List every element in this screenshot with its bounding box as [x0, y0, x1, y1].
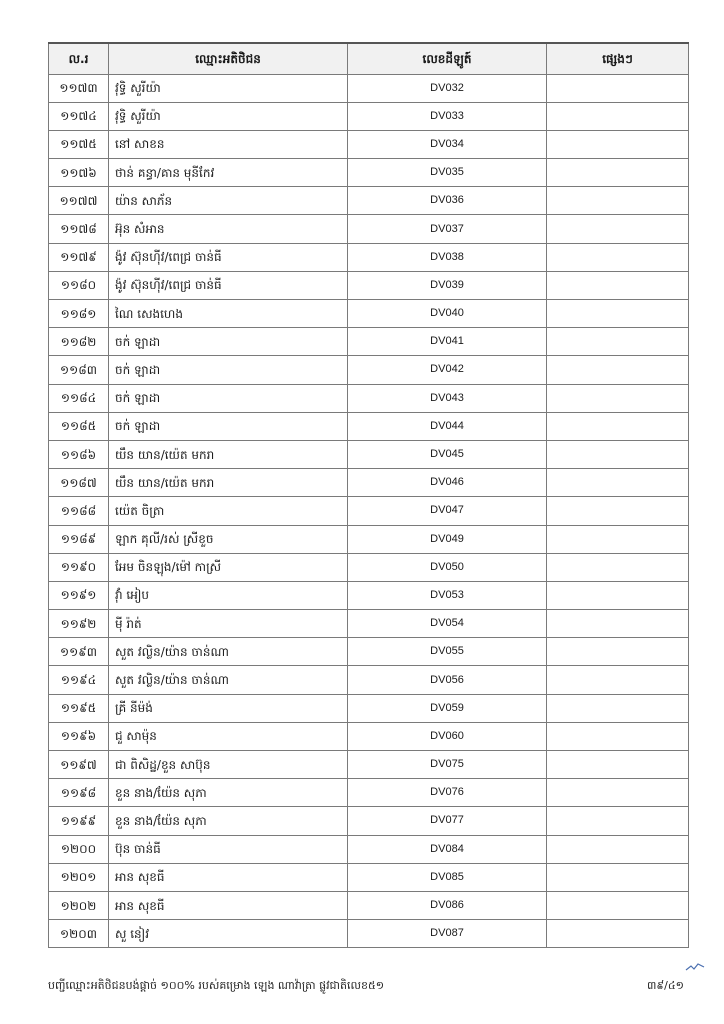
other-note — [547, 920, 689, 948]
other-note — [547, 271, 689, 299]
table-row — [49, 525, 689, 553]
lot-number: DV060 — [348, 722, 547, 750]
table-row — [49, 807, 689, 835]
row-number: ១១៧៨ — [49, 215, 109, 243]
table-row — [49, 751, 689, 779]
table-row — [49, 553, 689, 581]
lot-number: DV033 — [348, 102, 547, 130]
other-note — [547, 638, 689, 666]
lot-number: DV059 — [348, 694, 547, 722]
customer-name: យ៉ាន សាភ័ន — [109, 187, 348, 215]
customer-name: វុទ្ធិ សួរីយ៉ា — [109, 74, 348, 102]
customer-name: អ៊ុន សំអាន — [109, 215, 348, 243]
table-row — [49, 243, 689, 271]
table-row — [49, 102, 689, 130]
customer-name: យឹន យាន/យ៉េត មករា — [109, 440, 348, 468]
lot-number: DV075 — [348, 751, 547, 779]
other-note — [547, 440, 689, 468]
other-note — [547, 807, 689, 835]
lot-number: DV050 — [348, 553, 547, 581]
table-row — [49, 497, 689, 525]
customer-name: ចក់ ឡាដា — [109, 356, 348, 384]
lot-number: DV087 — [348, 920, 547, 948]
lot-number: DV055 — [348, 638, 547, 666]
customer-name: ខួន នាង/យ៉ែន សុភា — [109, 779, 348, 807]
table-row — [49, 187, 689, 215]
table-row — [49, 328, 689, 356]
customer-name: គ្រី នីម៉ង់ — [109, 694, 348, 722]
pen-mark-icon — [685, 962, 705, 972]
table-row — [49, 356, 689, 384]
table-row — [49, 863, 689, 891]
lot-number: DV046 — [348, 469, 547, 497]
other-note — [547, 74, 689, 102]
row-number: ១១៩៦ — [49, 722, 109, 750]
other-note — [547, 525, 689, 553]
lot-number: DV042 — [348, 356, 547, 384]
other-note — [547, 666, 689, 694]
table-row — [49, 891, 689, 919]
table-row — [49, 271, 689, 299]
lot-number: DV035 — [348, 159, 547, 187]
table-row — [49, 130, 689, 158]
other-note — [547, 300, 689, 328]
customer-name: សួ នៀវ — [109, 920, 348, 948]
other-note — [547, 497, 689, 525]
header-no: ល.រ — [49, 43, 109, 74]
other-note — [547, 356, 689, 384]
other-note — [547, 328, 689, 356]
row-number: ១១៩០ — [49, 553, 109, 581]
other-note — [547, 130, 689, 158]
customer-name: ង៉ូវ ស៊ុនហ៊ីវ/ពេជ្រ ចាន់ធី — [109, 243, 348, 271]
lot-number: DV084 — [348, 835, 547, 863]
lot-number: DV037 — [348, 215, 547, 243]
other-note — [547, 610, 689, 638]
row-number: ១១៩៥ — [49, 694, 109, 722]
header-other: ផ្សេងៗ — [547, 43, 689, 74]
table-row — [49, 412, 689, 440]
customer-name: ចក់ ឡាដា — [109, 412, 348, 440]
other-note — [547, 835, 689, 863]
row-number: ១១៩៧ — [49, 751, 109, 779]
customer-name: ណៃ សេងហេង — [109, 300, 348, 328]
customer-name: យ៉េត ចិត្រា — [109, 497, 348, 525]
table-row — [49, 722, 689, 750]
customer-name: ប៊ុន ចាន់ធី — [109, 835, 348, 863]
customer-name: ជា ពិសិដ្ឋ/ខួន សាប៊ុន — [109, 751, 348, 779]
row-number: ១១៨៦ — [49, 440, 109, 468]
row-number: ១១៨៨ — [49, 497, 109, 525]
customer-name: ឡាក គុលី/រស់ ស្រីខួច — [109, 525, 348, 553]
lot-number: DV056 — [348, 666, 547, 694]
lot-number: DV054 — [348, 610, 547, 638]
table-body — [49, 74, 689, 948]
row-number: ១១៨៧ — [49, 469, 109, 497]
table-row — [49, 610, 689, 638]
customer-table — [48, 42, 689, 948]
row-number: ១១៧៥ — [49, 130, 109, 158]
lot-number: DV040 — [348, 300, 547, 328]
row-number: ១១៩៣ — [49, 638, 109, 666]
lot-number: DV076 — [348, 779, 547, 807]
other-note — [547, 694, 689, 722]
row-number: ១១៨០ — [49, 271, 109, 299]
table-header-row — [49, 43, 689, 74]
table-row — [49, 469, 689, 497]
other-note — [547, 412, 689, 440]
other-note — [547, 102, 689, 130]
customer-name: សួត វល្លិន/យ៉ាន ចាន់ណា — [109, 666, 348, 694]
table-row — [49, 384, 689, 412]
other-note — [547, 469, 689, 497]
row-number: ១១៨២ — [49, 328, 109, 356]
other-note — [547, 863, 689, 891]
customer-name: ជួ សាម៉ុន — [109, 722, 348, 750]
row-number: ១១៨១ — [49, 300, 109, 328]
table-row — [49, 74, 689, 102]
table-row — [49, 694, 689, 722]
other-note — [547, 243, 689, 271]
other-note — [547, 722, 689, 750]
row-number: ១១៧៦ — [49, 159, 109, 187]
row-number: ១២០៣ — [49, 920, 109, 948]
customer-name: យឹន យាន/យ៉េត មករា — [109, 469, 348, 497]
row-number: ១១៨៤ — [49, 384, 109, 412]
row-number: ១១៩៤ — [49, 666, 109, 694]
row-number: ១១៩២ — [49, 610, 109, 638]
customer-name: ចក់ ឡាដា — [109, 384, 348, 412]
table-row — [49, 581, 689, 609]
header-file: លេខដីឡូត៍ — [348, 43, 547, 74]
row-number: ១១៨៥ — [49, 412, 109, 440]
table-row — [49, 638, 689, 666]
row-number: ១១៧៧ — [49, 187, 109, 215]
other-note — [547, 384, 689, 412]
customer-name: នៅ សាខន — [109, 130, 348, 158]
row-number: ១១៧៤ — [49, 102, 109, 130]
customer-name: ថាន់ គន្ធា/គាន មុនីកែវ — [109, 159, 348, 187]
table-row — [49, 920, 689, 948]
customer-name: វុទ្ធិ សួរីយ៉ា — [109, 102, 348, 130]
row-number: ១១៩៨ — [49, 779, 109, 807]
customer-name: ខួន នាង/យ៉ែន សុភា — [109, 807, 348, 835]
table-row — [49, 159, 689, 187]
lot-number: DV034 — [348, 130, 547, 158]
table-row — [49, 215, 689, 243]
lot-number: DV043 — [348, 384, 547, 412]
other-note — [547, 751, 689, 779]
table-row — [49, 835, 689, 863]
lot-number: DV085 — [348, 863, 547, 891]
row-number: ១២០០ — [49, 835, 109, 863]
customer-name: វ៉ាំ អៀប — [109, 581, 348, 609]
other-note — [547, 159, 689, 187]
row-number: ១១៧៣ — [49, 74, 109, 102]
table-row — [49, 440, 689, 468]
lot-number: DV053 — [348, 581, 547, 609]
lot-number: DV032 — [348, 74, 547, 102]
other-note — [547, 553, 689, 581]
other-note — [547, 891, 689, 919]
lot-number: DV038 — [348, 243, 547, 271]
customer-name: អាន សុខធី — [109, 863, 348, 891]
lot-number: DV049 — [348, 525, 547, 553]
customer-name: សួត វល្លិន/យ៉ាន ចាន់ណា — [109, 638, 348, 666]
row-number: ១២០១ — [49, 863, 109, 891]
lot-number: DV086 — [348, 891, 547, 919]
lot-number: DV045 — [348, 440, 547, 468]
customer-name: ម៉ី រ៉ាត់ — [109, 610, 348, 638]
other-note — [547, 215, 689, 243]
row-number: ១២០២ — [49, 891, 109, 919]
header-name: ឈ្មោះអតិថិជន — [109, 43, 348, 74]
other-note — [547, 581, 689, 609]
customer-name: ចក់ ឡាដា — [109, 328, 348, 356]
row-number: ១១៨៩ — [49, 525, 109, 553]
table-row — [49, 779, 689, 807]
lot-number: DV044 — [348, 412, 547, 440]
table-row — [49, 300, 689, 328]
customer-name: ង៉ូវ ស៊ុនហ៊ីវ/ពេជ្រ ចាន់ធី — [109, 271, 348, 299]
document-footer: បញ្ជីឈ្មោះអតិថិជនបង់ផ្តាច់ ១០០% របស់គម្រោង ឡេង ណាវ៉ាត្រា ផ្លូវជាតិលេខ៥១ — [48, 979, 385, 992]
other-note — [547, 187, 689, 215]
row-number: ១១៩៩ — [49, 807, 109, 835]
lot-number: DV041 — [348, 328, 547, 356]
customer-name: អែម ចិនឡុង/ម៉ៅ កាស្រី — [109, 553, 348, 581]
lot-number: DV036 — [348, 187, 547, 215]
page-number: ៣៩/៤១ — [646, 979, 684, 992]
other-note — [547, 779, 689, 807]
customer-name: អាន សុខធី — [109, 891, 348, 919]
table-row — [49, 666, 689, 694]
row-number: ១១៧៩ — [49, 243, 109, 271]
row-number: ១១៩១ — [49, 581, 109, 609]
lot-number: DV077 — [348, 807, 547, 835]
row-number: ១១៨៣ — [49, 356, 109, 384]
lot-number: DV039 — [348, 271, 547, 299]
lot-number: DV047 — [348, 497, 547, 525]
